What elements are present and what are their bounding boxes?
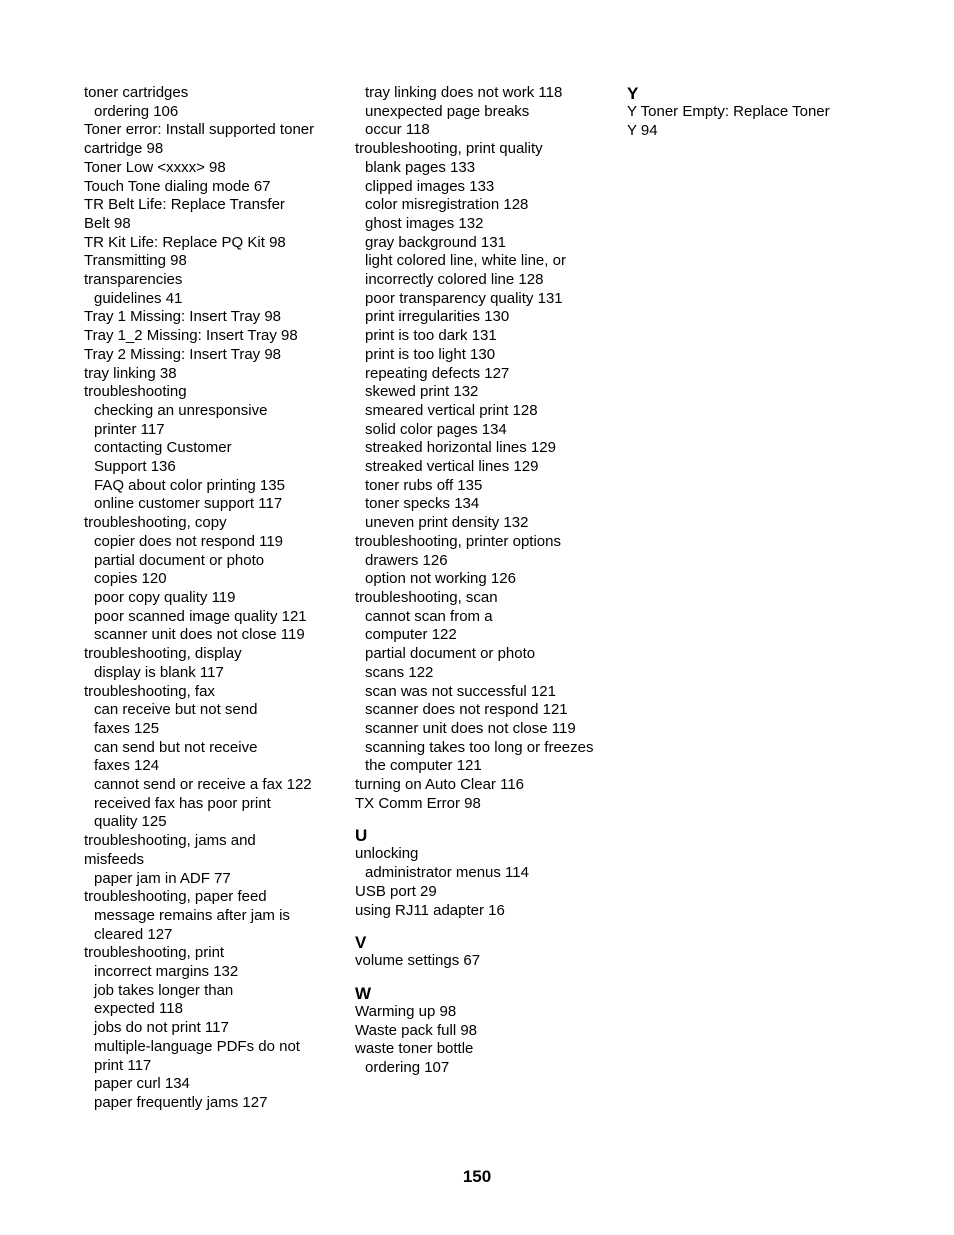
index-entry: cartridge 98 <box>84 140 164 158</box>
index-entry: Tray 2 Missing: Insert Tray 98 <box>84 345 282 363</box>
index-subentry: streaked vertical lines 129 <box>365 458 539 476</box>
index-subentry: option not working 126 <box>365 570 516 588</box>
index-subentry: paper curl 134 <box>94 1075 190 1093</box>
index-subentry: solid color pages 134 <box>365 420 507 438</box>
index-subentry: toner rubs off 135 <box>365 476 483 494</box>
index-entry: volume settings 67 <box>355 952 481 970</box>
section-letter: W <box>355 983 372 1003</box>
section-letter: V <box>355 933 367 953</box>
index-subentry: cannot send or receive a fax 122 <box>94 776 312 794</box>
index-entry: Warming up 98 <box>355 1002 457 1020</box>
index-entry: toner cartridges <box>84 84 189 101</box>
index-subentry: computer 122 <box>365 626 457 644</box>
index-subentry: unexpected page breaks <box>365 102 530 120</box>
index-subentry: can receive but not send <box>94 701 258 719</box>
index-subentry: streaked horizontal lines 129 <box>365 439 556 457</box>
index-subentry: jobs do not print 117 <box>94 1019 229 1037</box>
index-entry: troubleshooting, jams and <box>84 832 256 850</box>
index-entry: Toner error: Install supported toner <box>84 121 315 139</box>
index-entry: using RJ11 adapter 16 <box>355 901 505 919</box>
index-subentry: job takes longer than <box>94 981 234 999</box>
index-subentry: scanner unit does not close 119 <box>94 626 305 644</box>
index-entry: USB port 29 <box>355 882 437 900</box>
index-entry: Waste pack full 98 <box>355 1021 477 1039</box>
index-subentry: blank pages 133 <box>365 158 476 176</box>
index-subentry: administrator menus 114 <box>365 864 529 882</box>
index-subentry: light colored line, white line, or <box>365 252 566 270</box>
index-column-1 <box>84 84 346 1113</box>
index-column-2 <box>355 84 617 1078</box>
index-subentry: paper jam in ADF 77 <box>94 869 231 887</box>
index-subentry: display is blank 117 <box>94 663 224 681</box>
index-subentry: repeating defects 127 <box>365 364 510 382</box>
index-subentry: copier does not respond 119 <box>94 532 284 550</box>
index-entry: troubleshooting, print <box>84 944 225 962</box>
index-entry: TR Kit Life: Replace PQ Kit 98 <box>84 233 286 251</box>
index-subentry: Support 136 <box>94 458 176 476</box>
index-subentry: ordering 107 <box>365 1059 450 1077</box>
index-subentry: FAQ about color printing 135 <box>94 476 285 494</box>
index-subentry: guidelines 41 <box>94 289 183 307</box>
index-subentry: cleared 127 <box>94 925 173 943</box>
index-entry: troubleshooting, copy <box>84 514 227 532</box>
index-subentry: faxes 125 <box>94 719 160 737</box>
index-subentry: partial document or photo <box>365 645 536 663</box>
index-subentry: poor copy quality 119 <box>94 588 236 606</box>
index-entry: Transmitting 98 <box>84 252 187 270</box>
index-subentry: incorrect margins 132 <box>94 963 239 981</box>
index-subentry: scans 122 <box>365 663 434 681</box>
index-subentry: tray linking does not work 118 <box>365 84 563 101</box>
index-subentry: scanner unit does not close 119 <box>365 719 576 737</box>
index-subentry: incorrectly colored line 128 <box>365 271 544 289</box>
index-entry: troubleshooting, display <box>84 645 242 663</box>
index-entry: troubleshooting, fax <box>84 682 215 700</box>
index-subentry: skewed print 132 <box>365 383 479 401</box>
index-entry: tray linking 38 <box>84 364 177 382</box>
index-subentry: print irregularities 130 <box>365 308 510 326</box>
index-subentry: print 117 <box>94 1056 152 1074</box>
index-subentry: can send but not receive <box>94 738 258 756</box>
index-subentry: expected 118 <box>94 1000 183 1018</box>
index-subentry: occur 118 <box>365 121 430 139</box>
index-subentry: partial document or photo <box>94 551 265 569</box>
index-subentry: message remains after jam is <box>94 906 290 924</box>
index-subentry: poor transparency quality 131 <box>365 289 563 307</box>
index-entry: unlocking <box>355 845 419 863</box>
index-subentry: checking an unresponsive <box>94 401 268 419</box>
index-subentry: drawers 126 <box>365 551 448 569</box>
index-entry: Tray 1_2 Missing: Insert Tray 98 <box>84 327 298 345</box>
index-subentry: uneven print density 132 <box>365 514 529 532</box>
section-letter: U <box>355 826 368 846</box>
index-entry: Tray 1 Missing: Insert Tray 98 <box>84 308 282 326</box>
index-entry: Touch Tone dialing mode 67 <box>84 177 271 195</box>
index-entry: waste toner bottle <box>355 1040 474 1058</box>
index-subentry: the computer 121 <box>365 757 482 775</box>
index-subentry: color misregistration 128 <box>365 196 529 214</box>
index-subentry: copies 120 <box>94 570 167 588</box>
index-entry: Belt 98 <box>84 214 131 232</box>
index-entry: turning on Auto Clear 116 <box>355 776 525 794</box>
index-entry: troubleshooting <box>84 383 187 401</box>
index-subentry: multiple-language PDFs do not <box>94 1037 300 1055</box>
index-subentry: ghost images 132 <box>365 214 484 232</box>
index-subentry: scanning takes too long or freezes <box>365 738 594 756</box>
index-subentry: scanner does not respond 121 <box>365 701 568 719</box>
index-entry: Y Toner Empty: Replace Toner <box>627 103 830 120</box>
index-subentry: contacting Customer <box>94 439 232 457</box>
index-entry: Y 94 <box>627 121 658 139</box>
index-subentry: scan was not successful 121 <box>365 682 556 700</box>
index-subentry: smeared vertical print 128 <box>365 401 538 419</box>
index-subentry: ordering 106 <box>94 102 179 120</box>
index-entry: misfeeds <box>84 850 145 868</box>
index-subentry: quality 125 <box>94 813 167 831</box>
index-entry: TR Belt Life: Replace Transfer <box>84 196 285 214</box>
index-subentry: toner specks 134 <box>365 495 480 513</box>
index-subentry: paper frequently jams 127 <box>94 1093 268 1111</box>
index-entry: TX Comm Error 98 <box>355 794 481 812</box>
section-letter: Y <box>627 84 639 103</box>
page-number: 150 <box>462 1167 492 1186</box>
index-subentry: printer 117 <box>94 420 165 438</box>
index-entry: Toner Low <xxxx> 98 <box>84 158 226 176</box>
index-subentry: print is too dark 131 <box>365 327 497 345</box>
index-entry: troubleshooting, paper feed <box>84 888 267 906</box>
index-subentry: cannot scan from a <box>365 607 493 625</box>
index-subentry: clipped images 133 <box>365 177 495 195</box>
index-subentry: gray background 131 <box>365 233 506 251</box>
index-subentry: online customer support 117 <box>94 495 283 513</box>
index-entry: troubleshooting, scan <box>355 588 498 606</box>
index-entry: troubleshooting, print quality <box>355 140 543 158</box>
index-subentry: print is too light 130 <box>365 345 496 363</box>
index-subentry: poor scanned image quality 121 <box>94 607 307 625</box>
index-subentry: faxes 124 <box>94 757 160 775</box>
index-entry: transparencies <box>84 271 183 289</box>
index-column-3 <box>627 84 889 140</box>
index-subentry: received fax has poor print <box>94 794 271 812</box>
index-entry: troubleshooting, printer options <box>355 532 561 550</box>
